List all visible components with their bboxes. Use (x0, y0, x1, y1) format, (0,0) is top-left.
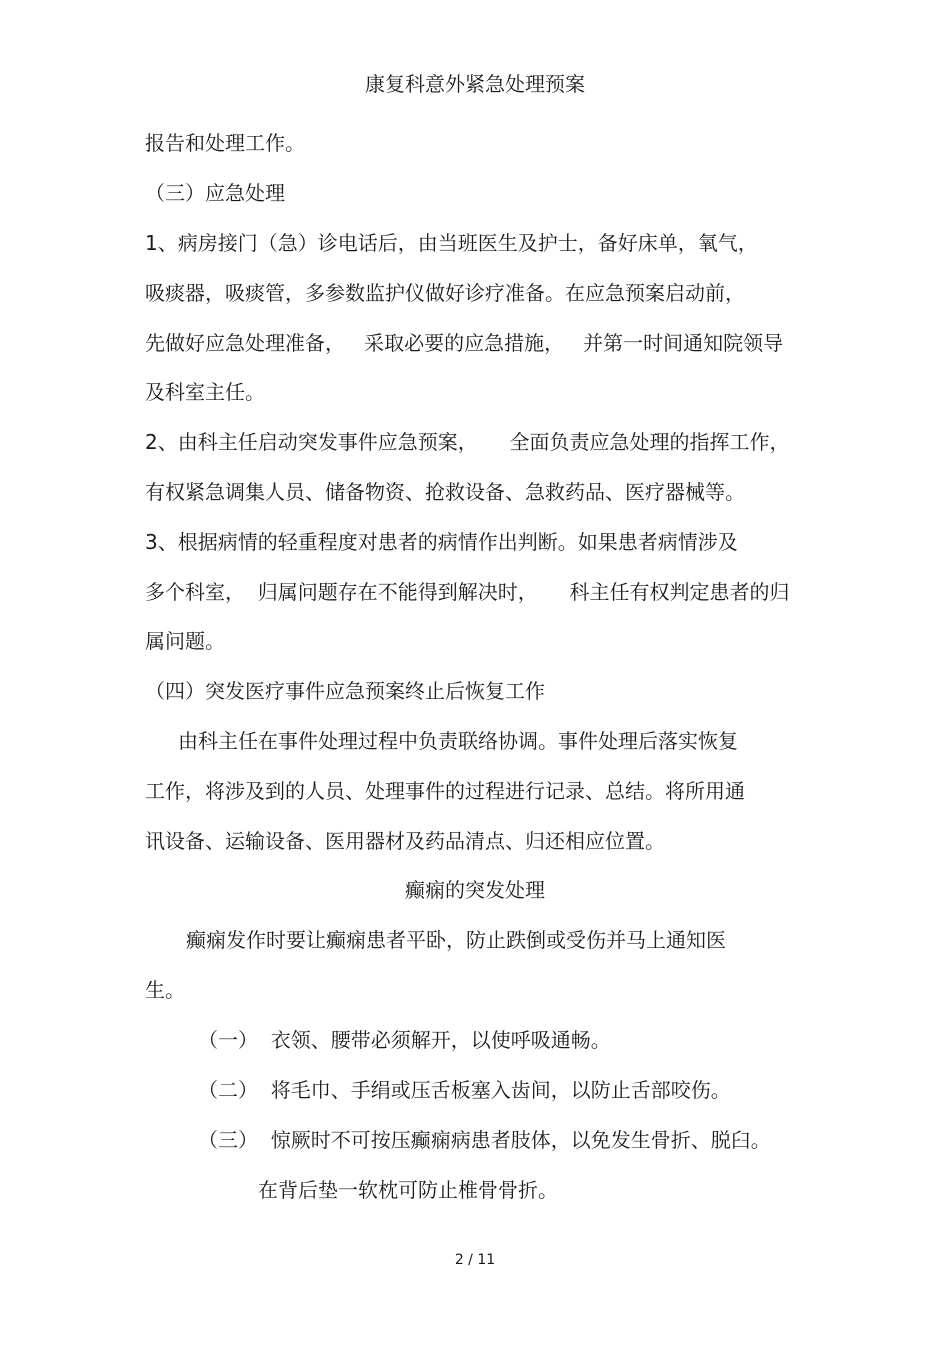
paragraph-line: 工作，将涉及到的人员、处理事件的过程进行记录、总结。将所用通 (145, 779, 745, 803)
paragraph-line: 有权紧急调集人员、储备物资、抢救设备、急救药品、医疗器械等。 (145, 480, 745, 504)
page-indicator: 2 / 11 (454, 1252, 496, 1268)
paragraph-line: 生。 (145, 978, 185, 1002)
paragraph-line: 多个科室， 归属问题存在不能得到解决时， 科主任有权判定患者的归 (145, 580, 790, 604)
paragraph-line: 及科室主任。 (145, 380, 265, 404)
paragraph-line: 报告和处理工作。 (145, 131, 305, 155)
list-item: （三） 惊厥时不可按压癫痫病患者肢体，以免发生骨折、脱臼。 (198, 1128, 771, 1152)
paragraph-line: 属问题。 (145, 629, 225, 653)
paragraph-line: 由科主任在事件处理过程中负责联络协调。事件处理后落实恢复 (178, 729, 738, 753)
paragraph-line: 癫痫发作时要让癫痫患者平卧，防止跌倒或受伤并马上通知医 (186, 928, 726, 952)
section-title: 癫痫的突发处理 (405, 878, 545, 902)
list-item: （一） 衣领、腰带必须解开，以使呼吸通畅。 (198, 1028, 611, 1052)
paragraph-line: 先做好应急处理准备， 采取必要的应急措施， 并第一时间通知院领导 (145, 331, 784, 355)
paragraph-line: 2、由科主任启动突发事件应急预案， 全面负责应急处理的指挥工作， (145, 430, 790, 454)
running-header-title: 康复科意外紧急处理预案 (365, 72, 585, 96)
paragraph-line: 1、病房接门（急）诊电话后，由当班医生及护士，备好床单，氧气， (145, 231, 758, 255)
section-heading: （三）应急处理 (145, 181, 285, 205)
list-item-continuation: 在背后垫一软枕可防止椎骨骨折。 (258, 1178, 558, 1202)
list-item: （二） 将毛巾、手绢或压舌板塞入齿间，以防止舌部咬伤。 (198, 1078, 731, 1102)
paragraph-line: 3、根据病情的轻重程度对患者的病情作出判断。如果患者病情涉及 (145, 530, 738, 554)
paragraph-line: 讯设备、运输设备、医用器材及药品清点、归还相应位置。 (145, 829, 665, 853)
paragraph-line: 吸痰器，吸痰管，多参数监护仪做好诊疗准备。在应急预案启动前， (145, 281, 745, 305)
section-heading: （四）突发医疗事件应急预案终止后恢复工作 (145, 679, 545, 703)
